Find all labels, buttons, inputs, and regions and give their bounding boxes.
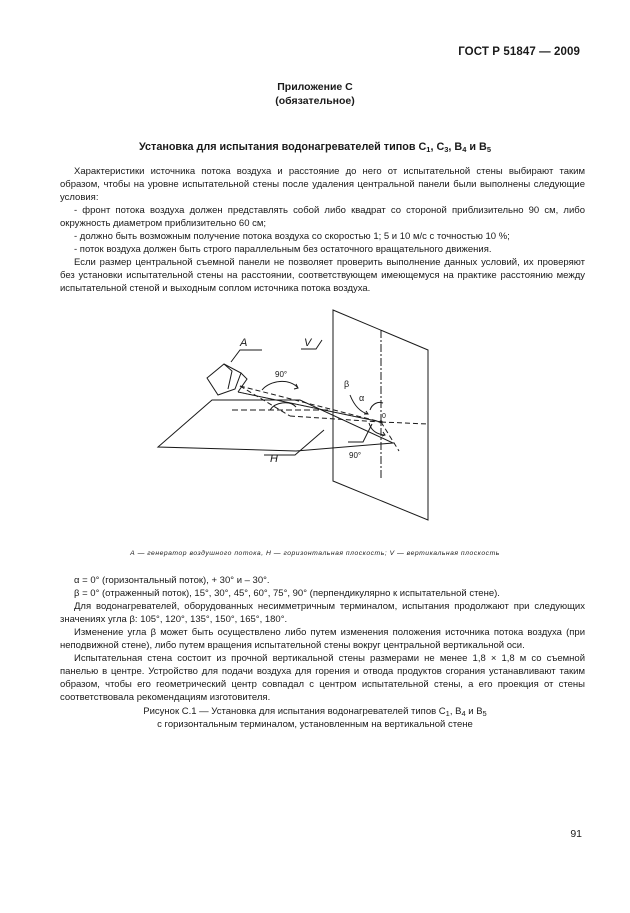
condition-item: - поток воздуха должен быть строго параллельным без остаточного вращательного движения. — [74, 244, 492, 255]
asymmetric-terminal-paragraph: Для водонагревателей, оборудованных несимметричным терминалом, испытания продолжают при следующих значениях угла β: 105°, 120°, 135°, 150°, 165°, 180°. — [60, 601, 585, 625]
caption-line-2: с горизонтальным терминалом, установленным на вертикальной стене — [157, 719, 473, 730]
label-zero: 0 — [382, 413, 386, 420]
test-wall-paragraph: Испытательная стена состоит из прочной вертикальной стены размерами не менее 1,8 × 1,8 м со съемной панелью в центре. Устройство для подачи воздуха для горения и отвода продуктов сгорания устанавливают таким образом, чтобы его геометрический центр совпадал с центром испытательной стены, а его проекция от стены соответствовала рекомендациям изготовителя. — [60, 653, 585, 703]
label-beta: β — [344, 379, 350, 389]
caption-line-1: Рисунок С.1 — Установка для испытания водонагревателей типов $C_1$, $B_4$ и $B_5$ — [143, 706, 487, 718]
figure-caption — [0, 705, 630, 731]
angle-change-paragraph: Изменение угла β может быть осуществлено либо путем изменения положения источника потока воздуха (при неподвижной стене), либо путем вращения испытательной стены вокруг центральной вертикальной оси. — [60, 627, 585, 651]
angle-label-top: 90° — [275, 370, 288, 379]
label-a: A — [240, 337, 248, 349]
condition-item: - фронт потока воздуха должен представлять собой либо квадрат со стороной приблизительно 90 см, либо окружность диаметром приблизительно 60 см; — [60, 205, 585, 229]
conditions-block — [60, 574, 585, 704]
appendix-title: Приложение С — [277, 81, 353, 93]
air-generator — [207, 364, 247, 395]
label-v: V — [304, 337, 312, 349]
appendix-heading — [0, 80, 630, 108]
intro-block — [60, 165, 585, 295]
label-alpha: α — [359, 393, 365, 403]
beta-values: β = 0° (отраженный поток), 15°, 30°, 45°, 60°, 75°, 90° (перпендикулярно к испытательной стене). — [74, 588, 500, 599]
label-h: H — [270, 453, 278, 465]
section-title: Установка для испытания водонагревателей типов $C_1$, $C_3$, $B_4$ и $B_5$ — [138, 141, 491, 154]
wall-center-point — [379, 420, 382, 423]
appendix-subtitle: (обязательное) — [275, 95, 355, 107]
figure-legend: А — генератор воздушного потока, Н — горизонтальная плоскость; V — вертикальная плоскость — [130, 550, 500, 557]
intro-paragraph-2: Если размер центральной съемной панели не позволяет проверить выполнение данных условий, их проверяют без установки испытательной стены на расстоянии, соответствующем имеющемуся на практике расстоянию между испытательной стеной и выходным соплом источника потока воздуха. — [60, 257, 585, 294]
test-setup-figure — [0, 295, 630, 545]
alpha-values: α = 0° (горизонтальный поток), + 30° и – 30°. — [74, 575, 270, 586]
standard-header: ГОСТ Р 51847 — 2009 — [458, 46, 580, 58]
intro-paragraph: Характеристики источника потока воздуха и расстояние до него от испытательной стены выбирают таким образом, чтобы на уровне испытательной стены после удаления центральной панели были выполнены следующие условия: — [60, 166, 585, 203]
page-number: 91 — [570, 828, 582, 840]
angle-label-bottom: 90° — [349, 451, 362, 460]
condition-item: - должно быть возможным получение потока воздуха со скоростью 1; 5 и 10 м/с с точностью 10 %; — [74, 231, 510, 242]
